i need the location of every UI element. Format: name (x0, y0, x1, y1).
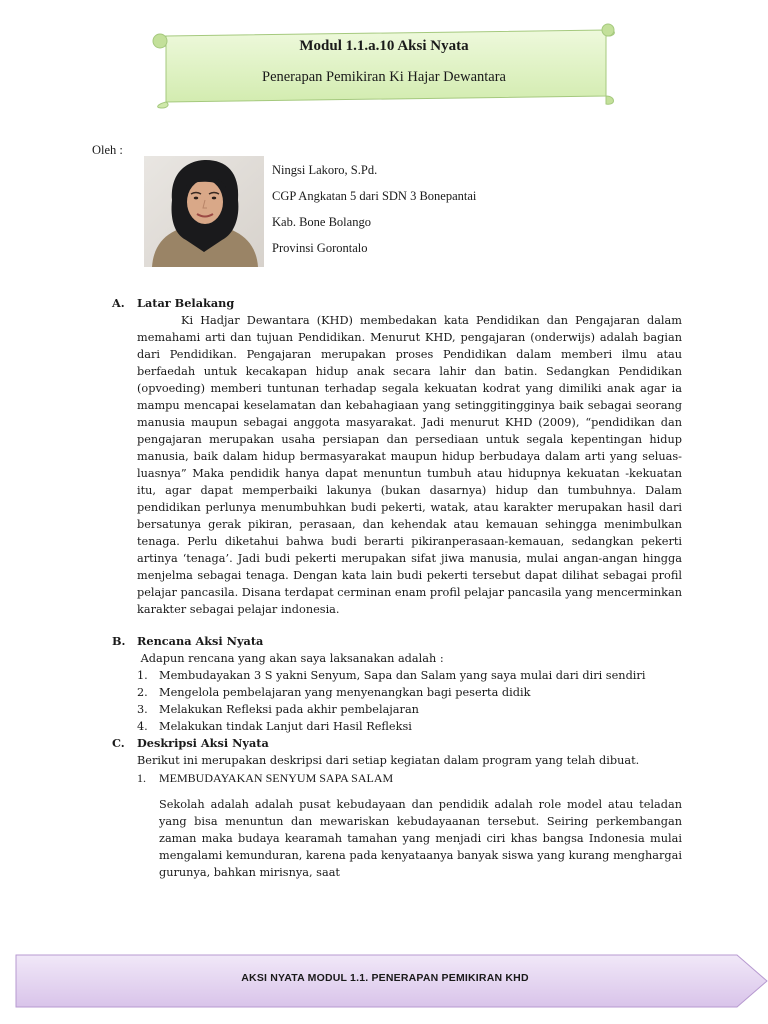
plan-list (112, 667, 682, 735)
section-heading-b (112, 633, 682, 650)
author-info (272, 163, 476, 267)
list-item: 3. Melakukan Refleksi pada akhir pembelajaran (137, 703, 419, 716)
description-intro: Berikut ini merupakan deskripsi dari setiap kegiatan dalam program yang telah dibuat. (137, 754, 640, 767)
author-photo (144, 156, 264, 267)
author-name: Ningsi Lakoro, S.Pd. (272, 163, 378, 177)
author-province: Provinsi Gorontalo (272, 241, 368, 255)
section-letter: A. (112, 296, 125, 310)
background-paragraph (137, 312, 682, 618)
subsection-number: 1. (137, 771, 146, 785)
document-body (112, 295, 682, 881)
list-item: 4. Melakukan tindak Lanjut dari Hasil Refleksi (137, 720, 412, 733)
subsection-title: MEMBUDAYAKAN SENYUM SAPA SALAM (159, 771, 394, 785)
document-title: Modul 1.1.a.10 Aksi Nyata (299, 38, 469, 54)
author-label: Oleh : (92, 143, 123, 157)
section-title: Rencana Aksi Nyata (137, 634, 264, 648)
footer-banner (15, 953, 768, 1009)
list-item: 2. Mengelola pembelajaran yang menyenangkan bagi peserta didik (137, 686, 531, 699)
subsection-paragraph: Sekolah adalah adalah pusat kebudayaan dan pendidik adalah role model atau teladan yang bisa menuntun dan mewariskan kebudayaanan tersebut. Seiring perkembangan zaman maka budaya kearamah tamahan yang menjadi ciri khas bangsa Indonesia mulai mengalami kemunduran, karena pada kenyataanya banyak siswa yang kurang menghargai gurunya, bahkan mirisnya, saat (159, 798, 682, 879)
title-scroll-banner (150, 22, 618, 110)
section-letter: C. (112, 736, 125, 750)
author-regency: Kab. Bone Bolango (272, 215, 371, 229)
section-heading-c (112, 735, 682, 752)
list-item: 1. Membudayakan 3 S yakni Senyum, Sapa dan Salam yang saya mulai dari diri sendiri (137, 669, 646, 682)
subsection-heading (137, 770, 682, 787)
background-text: Ki Hadjar Dewantara (KHD) membedakan kata Pendidikan dan Pengajaran dalam memahami arti dan tujuan Pendidikan. Menurut KHD, pengajaran (onderwijs) adalah bagian dari Pendidikan. Pengajaran merupakan proses Pendidikan dalam memberi ilmu atau berfaedah untuk kecakapan hidup anak secara lahir dan batin. Sedangkan Pendidikan (opvoeding) memberi tuntunan terhadap segala kekuatan kodrat yang dimiliki anak agar ia mampu mencapai keselamatan dan kebahagiaan yang setinggitingginya baik sebagai seorang manusia maupun sebagai anggota masyarakat. Jadi menurut KHD (2009), “pendidikan dan pengajaran merupakan usaha persiapan dan persediaan untuk segala kepentingan hidup manusia, baik dalam hidup bermasyarakat maupun hidup berbudaya dalam arti yang seluas-luasnya” Maka pendidik hanya dapat menuntun tumbuh atau hidupnya kekuatan -kekuatan itu, agar dapat memperbaiki lakunya (bukan dasarnya) hidup dan tumbuhnya. Dalam pendidikan perlunya menumbuhkan budi pekerti, watak, atau karakter merupakan hasil dari bersatunya gerak pikiran, perasaan, dan kehendak atau kemauan sehingga menimbulkan tenaga. Perlu diketahui bahwa budi berarti pikiranperasaan-kemauan, sedangkan pekerti artinya ‘tenaga’. Jadi budi pekerti merupakan sifat jiwa manusia, mulai angan-angan hingga menjelma sebagai tenaga. Dengan kata lain budi pekerti tersebut dapat dilihat sebagai profil pelajar pancasila. Disana terdapat cerminan enam profil pelajar pancasila yang mencerminkan karakter sebagai pelajar indonesia. (137, 314, 682, 616)
author-cohort: CGP Angkatan 5 dari SDN 3 Bonepantai (272, 189, 477, 203)
section-heading-a (112, 295, 682, 312)
plan-intro: Adapun rencana yang akan saya laksanakan adalah : (140, 652, 444, 665)
footer-text: AKSI NYATA MODUL 1.1. PENERAPAN PEMIKIRAN KHD (241, 972, 529, 984)
section-title: Deskripsi Aksi Nyata (137, 736, 269, 750)
section-letter: B. (112, 634, 126, 648)
document-subtitle: Penerapan Pemikiran Ki Hajar Dewantara (262, 69, 506, 85)
section-title: Latar Belakang (137, 296, 235, 310)
